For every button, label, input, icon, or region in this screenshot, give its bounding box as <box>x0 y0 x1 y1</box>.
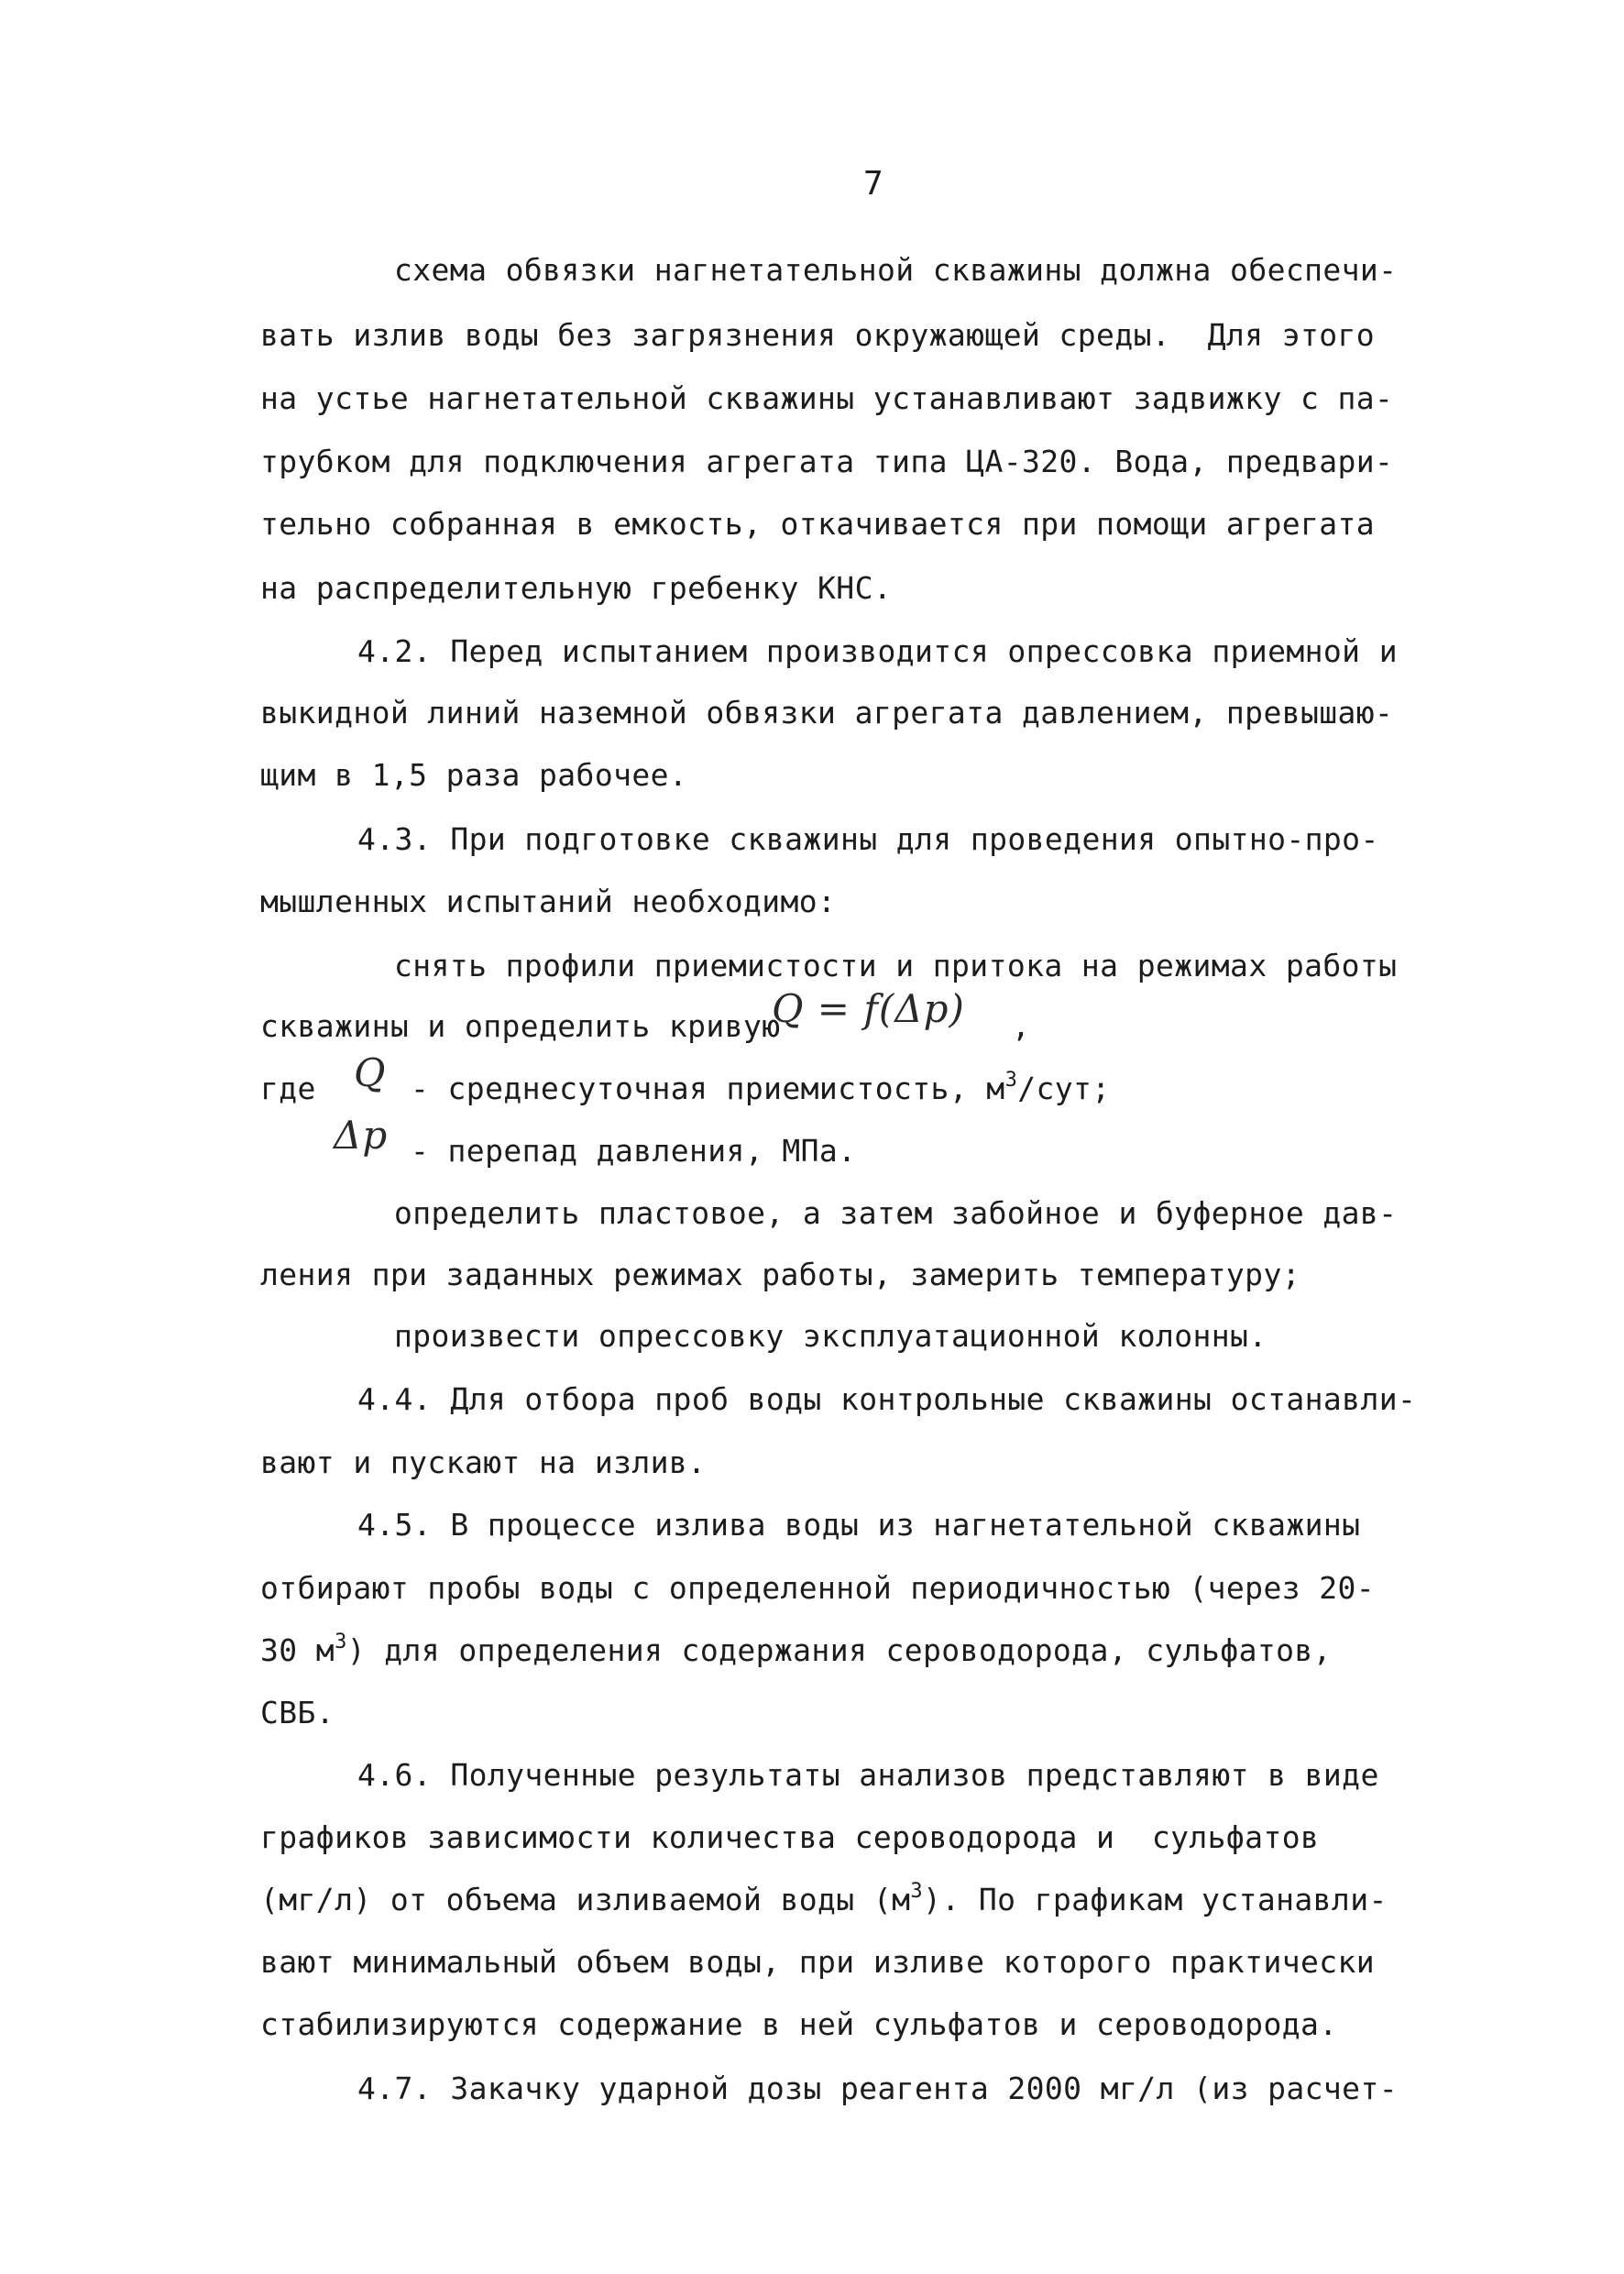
text-line: вают минимальный объем воды, при изливе которого практически <box>260 1944 1376 1980</box>
text-line: на устье нагнетательной скважины устанавливают задвижку с па- <box>260 380 1394 416</box>
text-line: - перепад давления, МПа. <box>411 1133 857 1169</box>
text-line: трубком для подключения агрегата типа ЦА-320. Вода, предвари- <box>260 444 1394 479</box>
paragraph-4-5: 4.5. В процессе излива воды из нагнетательной скважины <box>357 1507 1361 1543</box>
page-number: 7 <box>863 165 883 203</box>
superscript: 3 <box>910 1880 924 1903</box>
text-line: на распределительную гребенку КНС. <box>260 570 893 606</box>
paragraph-4-7: 4.7. Закачку ударной дозы реагента 2000 мг/л (из расчет- <box>357 2071 1398 2106</box>
text-line: - среднесуточная приемистость, $м^3$/сут; <box>411 1069 1111 1106</box>
formula-comma: , <box>1012 1008 1031 1044</box>
text-line: щим в 1,5 раза рабочее. <box>260 757 688 793</box>
superscript: 3 <box>335 1631 347 1653</box>
text-line: отбирают пробы воды с определенной периодичностью (через 20- <box>260 1570 1376 1606</box>
text-line: снять профили приемистости и притока на режимах работы <box>394 948 1398 983</box>
superscript: 3 <box>1004 1069 1018 1092</box>
text-line: графиков зависимости количества сероводорода и сульфатов <box>260 1819 1320 1855</box>
text-line: 30 $м^3$) для определения содержания сероводорода, сульфатов, <box>260 1631 1332 1668</box>
text-line: стабилизируются содержание в ней сульфатов и сероводорода. <box>260 2006 1338 2042</box>
text-line: (мг/л) от объема изливаемой воды $(м^3)$. По графикам устанавли- <box>260 1880 1388 1917</box>
text-line: вать излив воды без загрязнения окружающей среды. Для этого <box>260 317 1376 353</box>
text-line: выкидной линий наземной обвязки агрегата давлением, превышаю- <box>260 695 1394 731</box>
text-line: произвести опрессовку эксплуатационной колонны. <box>394 1318 1267 1354</box>
formula-dp-symbol: Δp <box>334 1113 389 1158</box>
paragraph-4-2: 4.2. Перед испытанием производится опрессовка приемной и <box>357 633 1398 669</box>
paragraph-4-3: 4.3. При подготовке скважины для проведения опытно-про- <box>357 821 1379 857</box>
formula-q-symbol: Q <box>354 1050 387 1095</box>
text-line: схема обвязки нагнетательной скважины должна обеспечи- <box>394 252 1398 288</box>
text-line: мышленных испытаний необходимо: <box>260 884 837 919</box>
text-line: где <box>260 1071 316 1106</box>
paragraph-4-4: 4.4. Для отбора проб воды контрольные скважины останавли- <box>357 1381 1417 1417</box>
text-line: вают и пускают на излив. <box>260 1445 707 1480</box>
text-line: СВБ. <box>260 1695 335 1730</box>
text-line: ления при заданных режимах работы, замерить температуру; <box>260 1257 1300 1292</box>
paragraph-4-6: 4.6. Полученные результаты анализов представляют в виде <box>357 1757 1379 1793</box>
text-line: тельно собранная в емкость, откачивается при помощи агрегата <box>260 506 1376 542</box>
formula-curve: Q = f(Δp) <box>772 986 965 1031</box>
text-line: определить пластовое, а затем забойное и буферное дав- <box>394 1195 1398 1231</box>
text-line: скважины и определить кривую <box>260 1008 781 1044</box>
